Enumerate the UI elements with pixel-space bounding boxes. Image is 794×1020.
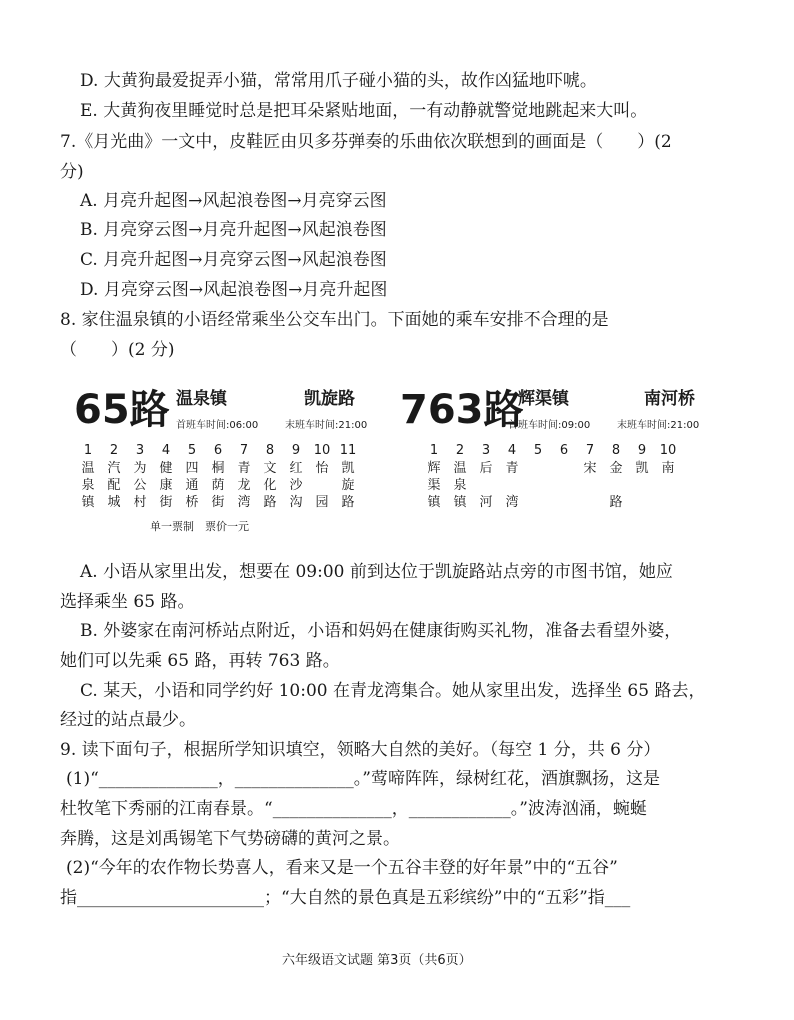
stop-number: 7: [585, 443, 595, 458]
stop-number: 8: [611, 443, 621, 458]
stop-name-char: 龙: [237, 478, 251, 493]
stop-name-char: 温: [81, 461, 95, 476]
option-d-q6: D. 大黄狗最爱捉弄小猫，常常用爪子碰小猫的头，故作凶猛地吓唬。: [80, 71, 597, 91]
stop-name-char: 路: [341, 495, 355, 510]
bus-65-fare: 单一票制 票价一元: [150, 520, 249, 533]
stop-name-char: 宋: [583, 461, 597, 476]
bus-stop: [179, 443, 205, 512]
stop-name-char: 文: [263, 461, 277, 476]
stop-number: 9: [637, 443, 647, 458]
stop-number: 10: [313, 443, 331, 458]
stop-number: 9: [291, 443, 301, 458]
bus-65-first-time: 首班车时间:06:00: [176, 420, 259, 431]
stop-number: 3: [481, 443, 491, 458]
stop-name-char: 汽: [107, 461, 121, 476]
option-c-q8-cont: 经过的站点最少。: [60, 710, 196, 730]
stop-name-char: 后: [479, 461, 493, 476]
stop-name-char: 湾: [505, 495, 519, 510]
stop-name-char: 公: [133, 478, 147, 493]
stop-name-char: 凯: [635, 461, 649, 476]
stop-name-char: 渠: [427, 478, 441, 493]
question-9: 9. 读下面句子，根据所学知识填空，领略大自然的美好。（每空 1 分，共 6 分）: [60, 740, 661, 760]
stop-number: 1: [83, 443, 93, 458]
bus-763-number: 763路: [400, 387, 524, 433]
option-c-q8: C. 某天，小语和同学约好 10:00 在青龙湾集合。她从家里出发，选择坐 65 路去，: [80, 681, 706, 701]
option-b-q7: B. 月亮穿云图→月亮升起图→风起浪卷图: [80, 220, 387, 240]
bus-stop: [335, 443, 361, 512]
page-footer: 六年级语文试题 第3页（共6页）: [282, 953, 472, 968]
bus-stop: [421, 443, 447, 512]
stop-name-char: 镇: [81, 495, 95, 510]
question-8-score: （ ）(2 分): [60, 340, 175, 360]
stop-name-char: 沟: [289, 495, 303, 510]
option-b-q8-cont: 她们可以先乘 65 路，再转 763 路。: [60, 651, 340, 671]
stop-name-char: 金: [609, 461, 623, 476]
bus-stop: [231, 443, 257, 512]
bus-stop: [309, 443, 335, 512]
stop-name-char: 温: [453, 461, 467, 476]
bus-stop: [153, 443, 179, 512]
bus-65-start: 温泉镇: [176, 389, 227, 409]
stop-name-char: 凯: [341, 461, 355, 476]
stop-name-char: 化: [263, 478, 277, 493]
stop-number: 3: [135, 443, 145, 458]
bus-763-first-time: 首班车时间:09:00: [508, 420, 591, 431]
stop-name-char: 辉: [427, 461, 441, 476]
stop-number: 6: [213, 443, 223, 458]
question-9-part1-end: 奔腾，这是刘禹锡笔下气势磅礴的黄河之景。: [60, 829, 400, 849]
option-a-q8-cont: 选择乘坐 65 路。: [60, 592, 195, 612]
bus-763-start: 辉渠镇: [518, 389, 569, 409]
stop-number: 8: [265, 443, 275, 458]
bus-763-stops: [421, 443, 681, 512]
stop-name-char: 南: [661, 461, 675, 476]
bus-stop: [473, 443, 499, 512]
stop-number: 10: [659, 443, 677, 458]
stop-number: 5: [533, 443, 543, 458]
stop-name-char: 配: [107, 478, 121, 493]
bus-stop: [101, 443, 127, 512]
stop-name-char: 荫: [211, 478, 225, 493]
stop-number: 5: [187, 443, 197, 458]
option-e-q6: E. 大黄狗夜里睡觉时总是把耳朵紧贴地面，一有动静就警觉地跳起来大叫。: [80, 101, 648, 121]
stop-name-char: 村: [133, 495, 147, 510]
stop-number: 6: [559, 443, 569, 458]
stop-name-char: 四: [185, 461, 199, 476]
stop-name-char: 健: [159, 461, 173, 476]
stop-name-char: 通: [185, 478, 199, 493]
option-a-q8: A. 小语从家里出发，想要在 09:00 前到达位于凯旋路站点旁的市图书馆，她应: [80, 562, 673, 582]
stop-name-char: 桥: [185, 495, 199, 510]
bus-stop: [525, 443, 551, 512]
stop-name-char: 街: [159, 495, 173, 510]
stop-name-char: 镇: [453, 495, 467, 510]
stop-name-char: 旋: [341, 478, 355, 493]
stop-name-char: 湾: [237, 495, 251, 510]
bus-stop: [551, 443, 577, 512]
stop-number: 7: [239, 443, 249, 458]
bus-65-number: 65路: [74, 387, 170, 433]
question-9-part2: (2)“今年的农作物长势喜人，看来又是一个五谷丰登的好年景”中的“五谷”: [66, 858, 618, 878]
stop-name-char: 红: [289, 461, 303, 476]
bus-stop: [257, 443, 283, 512]
bus-stop: [603, 443, 629, 512]
bus-stop: [127, 443, 153, 512]
bus-stop: [655, 443, 681, 512]
bus-stop: [447, 443, 473, 512]
question-9-part2-cont: 指______________________；“大自然的景色真是五彩缤纷”中的“五彩”指___: [60, 888, 631, 908]
question-7: 7.《月光曲》一文中，皮鞋匠由贝多芬弹奏的乐曲依次联想到的画面是（ ）(2: [60, 132, 672, 152]
option-c-q7: C. 月亮升起图→月亮穿云图→风起浪卷图: [80, 250, 387, 270]
bus-stop: [577, 443, 603, 512]
bus-65-last-time: 末班车时间:21:00: [285, 420, 368, 431]
stop-number: 11: [339, 443, 357, 458]
stop-name-char: 康: [159, 478, 173, 493]
stop-name-char: 城: [107, 495, 121, 510]
stop-name-char: 路: [609, 495, 623, 510]
bus-stop: [205, 443, 231, 512]
stop-number: 2: [455, 443, 465, 458]
bus-65-end: 凯旋路: [304, 389, 355, 409]
stop-number: 2: [109, 443, 119, 458]
question-8: 8. 家住温泉镇的小语经常乘坐公交车出门。下面她的乘车安排不合理的是: [60, 310, 609, 330]
stop-name-char: 园: [315, 495, 329, 510]
bus-stop: [75, 443, 101, 512]
stop-name-char: 为: [133, 461, 147, 476]
bus-stop: [499, 443, 525, 512]
stop-name-char: 桐: [211, 461, 225, 476]
stop-name-char: 青: [237, 461, 251, 476]
bus-stop: [283, 443, 309, 512]
stop-name-char: 怡: [315, 461, 329, 476]
stop-name-char: 镇: [427, 495, 441, 510]
stop-name-char: 泉: [453, 478, 467, 493]
stop-name-char: 青: [505, 461, 519, 476]
question-9-part1: (1)“______________，______________。”莺啼阵阵，绿树红花，酒旗飘扬，这是: [66, 769, 660, 789]
stop-name-char: 沙: [289, 478, 303, 493]
question-9-part1-cont: 杜牧笔下秀丽的江南春景。“______________，____________。”波涛汹涌，蜿蜒: [60, 799, 647, 819]
stop-number: 1: [429, 443, 439, 458]
option-b-q8: B. 外婆家在南河桥站点附近，小语和妈妈在健康街购买礼物，准备去看望外婆，: [80, 621, 682, 641]
stop-name-char: 街: [211, 495, 225, 510]
bus-763-end: 南河桥: [644, 389, 695, 409]
stop-name-char: 路: [263, 495, 277, 510]
stop-number: 4: [507, 443, 517, 458]
stop-number: 4: [161, 443, 171, 458]
option-a-q7: A. 月亮升起图→风起浪卷图→月亮穿云图: [80, 191, 387, 211]
bus-stop: [629, 443, 655, 512]
bus-763-last-time: 末班车时间:21:00: [617, 420, 700, 431]
stop-name-char: 泉: [81, 478, 95, 493]
stop-name-char: 河: [479, 495, 493, 510]
bus-65-stops: [75, 443, 361, 512]
question-7-score: 分): [60, 162, 84, 182]
option-d-q7: D. 月亮穿云图→风起浪卷图→月亮升起图: [80, 280, 388, 300]
